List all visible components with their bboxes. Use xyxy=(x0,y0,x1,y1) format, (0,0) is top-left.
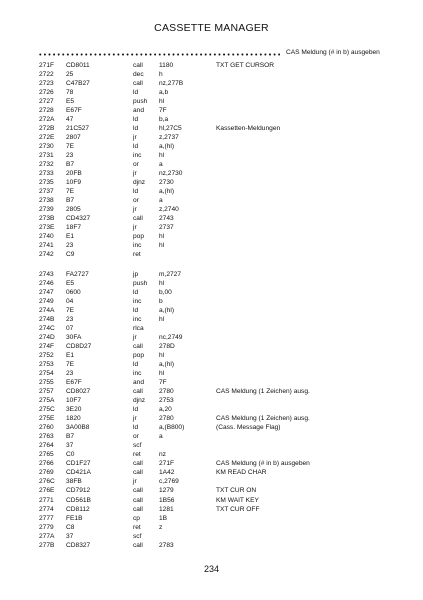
address-cell: 2726 xyxy=(39,89,54,97)
listing-row xyxy=(0,206,423,215)
address-cell: 2777 xyxy=(39,514,54,522)
mnemonic-cell: pop xyxy=(133,352,145,360)
address-cell: 2737 xyxy=(39,188,54,196)
operand-cell: 278D xyxy=(159,343,175,351)
operand-cell: a,(hl) xyxy=(159,143,175,151)
operand-cell: 1B56 xyxy=(159,496,175,504)
operand-cell: c,2769 xyxy=(159,478,179,486)
opcode-hex-cell: 37 xyxy=(66,532,74,540)
mnemonic-cell: or xyxy=(133,161,139,169)
mnemonic-cell: ld xyxy=(133,125,139,133)
address-cell: 2760 xyxy=(39,424,54,432)
mnemonic-cell: call xyxy=(133,460,143,468)
operand-cell: hl xyxy=(159,152,165,160)
mnemonic-cell: djnz xyxy=(133,397,146,405)
opcode-hex-cell: E67F xyxy=(66,379,82,387)
address-cell: 2732 xyxy=(39,161,54,169)
opcode-hex-cell: 25 xyxy=(66,71,74,79)
mnemonic-cell: push xyxy=(133,280,148,288)
comment-cell: CAS Meldung (1 Zeichen) ausg. xyxy=(216,388,310,396)
opcode-hex-cell: 20FB xyxy=(66,170,82,178)
opcode-hex-cell: 10F7 xyxy=(66,397,82,405)
operand-cell: nz xyxy=(159,451,166,459)
operand-cell: 2753 xyxy=(159,397,174,405)
operand-cell: 1279 xyxy=(159,487,174,495)
listing-row xyxy=(0,542,423,551)
opcode-hex-cell: 2807 xyxy=(66,134,81,142)
listing-row xyxy=(0,307,423,316)
address-cell: 2766 xyxy=(39,460,54,468)
address-cell: 271F xyxy=(39,62,55,69)
listing-row xyxy=(0,89,423,98)
listing-row xyxy=(0,379,423,388)
operand-cell: 271F xyxy=(159,460,175,468)
listing-row xyxy=(0,170,423,179)
mnemonic-cell: ret xyxy=(133,251,141,259)
listing-row xyxy=(0,415,423,424)
address-cell: 275A xyxy=(39,397,55,405)
page-number: 234 xyxy=(203,564,220,574)
mnemonic-cell: and xyxy=(133,107,145,115)
mnemonic-cell: call xyxy=(133,505,143,513)
opcode-hex-cell: E1 xyxy=(66,352,75,360)
mnemonic-cell: ld xyxy=(133,188,139,196)
opcode-hex-cell: 21C527 xyxy=(66,125,90,133)
address-cell: 277B xyxy=(39,541,55,549)
listing-row xyxy=(0,280,423,289)
mnemonic-cell: call xyxy=(133,343,143,351)
operand-cell: hl xyxy=(159,280,165,288)
address-cell: 2743 xyxy=(39,271,54,278)
listing-row xyxy=(0,188,423,197)
mnemonic-cell: jr xyxy=(133,170,137,178)
opcode-hex-cell: 23 xyxy=(66,316,74,324)
address-cell: 2747 xyxy=(39,289,54,297)
opcode-hex-cell: 7E xyxy=(66,307,75,315)
listing-row xyxy=(0,197,423,206)
address-cell: 276E xyxy=(39,487,55,495)
comment-cell: KM READ CHAR xyxy=(216,469,267,477)
opcode-hex-cell: CD421A xyxy=(66,469,91,477)
operand-cell: b,00 xyxy=(159,289,172,297)
mnemonic-cell: ld xyxy=(133,406,139,414)
mnemonic-cell: ld xyxy=(133,89,139,97)
mnemonic-cell: call xyxy=(133,215,143,223)
listing-row xyxy=(0,533,423,542)
operand-cell: nz,2730 xyxy=(159,170,183,178)
operand-cell: z,2737 xyxy=(159,134,179,142)
opcode-hex-cell: 2805 xyxy=(66,206,81,214)
mnemonic-cell: call xyxy=(133,487,143,495)
mnemonic-cell: call xyxy=(133,388,143,396)
opcode-hex-cell: C8 xyxy=(66,523,75,531)
opcode-hex-cell: 10F9 xyxy=(66,179,82,187)
listing-row xyxy=(0,497,423,506)
mnemonic-cell: jr xyxy=(133,478,137,486)
address-cell: 275E xyxy=(39,415,55,423)
operand-cell: 1A42 xyxy=(159,469,175,477)
listing-row xyxy=(0,298,423,307)
listing-row xyxy=(0,98,423,107)
operand-cell: z xyxy=(159,523,163,531)
listing-row xyxy=(0,143,423,152)
operand-cell: a,(hl) xyxy=(159,188,175,196)
address-cell: 274D xyxy=(39,334,55,342)
listing-row xyxy=(0,515,423,524)
listing-row xyxy=(0,388,423,397)
listing-row xyxy=(0,179,423,188)
mnemonic-cell: rlca xyxy=(133,325,144,333)
operand-cell: hl,27C5 xyxy=(159,125,182,133)
opcode-hex-cell: 7E xyxy=(66,143,75,151)
address-cell: 273E xyxy=(39,224,55,232)
opcode-hex-cell: C9 xyxy=(66,251,75,259)
operand-cell: a,20 xyxy=(159,406,172,414)
mnemonic-cell: cp xyxy=(133,514,140,522)
operand-cell: hl xyxy=(159,316,165,324)
address-cell: 2763 xyxy=(39,433,54,441)
listing-row xyxy=(0,80,423,89)
listing-row xyxy=(0,406,423,415)
opcode-hex-cell: 23 xyxy=(66,370,74,378)
opcode-hex-cell: E67F xyxy=(66,107,82,115)
opcode-hex-cell: CD1F27 xyxy=(66,460,91,468)
operand-cell: hl xyxy=(159,370,165,378)
comment-cell: TXT GET CURSOR xyxy=(216,62,275,69)
mnemonic-cell: inc xyxy=(133,242,142,250)
mnemonic-cell: scf xyxy=(133,442,142,450)
comment-cell: Kassetten-Meldungen xyxy=(216,125,281,133)
mnemonic-cell: inc xyxy=(133,298,142,306)
opcode-hex-cell: 04 xyxy=(66,298,74,306)
opcode-hex-cell: C47B27 xyxy=(66,80,90,88)
opcode-hex-cell: 3A00B8 xyxy=(66,424,90,432)
listing-row xyxy=(0,506,423,515)
page-title: CASSETTE MANAGER xyxy=(154,22,269,34)
listing-row xyxy=(0,442,423,451)
address-cell: 2765 xyxy=(39,451,54,459)
opcode-hex-cell: CD8112 xyxy=(66,505,90,513)
address-cell: 2746 xyxy=(39,280,54,288)
listing-row xyxy=(0,424,423,433)
opcode-hex-cell: E5 xyxy=(66,280,75,288)
operand-cell: 2780 xyxy=(159,388,174,396)
address-cell: 272A xyxy=(39,116,55,124)
opcode-hex-cell: 07 xyxy=(66,325,74,333)
listing-row xyxy=(0,62,423,71)
address-cell: 2755 xyxy=(39,379,54,387)
operand-cell: 7F xyxy=(159,379,167,387)
address-cell: 274F xyxy=(39,343,55,351)
listing-row xyxy=(0,343,423,352)
opcode-hex-cell: FA2727 xyxy=(66,271,89,278)
address-cell: 272B xyxy=(39,125,55,133)
address-cell: 2757 xyxy=(39,388,54,396)
operand-cell: a xyxy=(159,433,163,441)
comment-cell: CAS Meldung (# in b) ausgeben xyxy=(216,460,310,468)
address-cell: 2739 xyxy=(39,206,54,214)
opcode-hex-cell: 78 xyxy=(66,89,74,97)
comment-cell: TXT CUR OFF xyxy=(216,505,260,513)
listing-row xyxy=(0,71,423,80)
listing-row xyxy=(0,478,423,487)
opcode-hex-cell: 47 xyxy=(66,116,74,124)
opcode-hex-cell: CD8327 xyxy=(66,541,91,549)
mnemonic-cell: ret xyxy=(133,523,141,531)
address-cell: 2722 xyxy=(39,71,54,79)
opcode-hex-cell: 7E xyxy=(66,361,75,369)
operand-cell: nz,277B xyxy=(159,80,184,88)
address-cell: 2771 xyxy=(39,496,54,504)
operand-cell: h xyxy=(159,71,163,79)
operand-cell: a,(hl) xyxy=(159,361,175,369)
operand-cell: b,a xyxy=(159,116,169,124)
mnemonic-cell: pop xyxy=(133,233,145,241)
opcode-hex-cell: 3E20 xyxy=(66,406,82,414)
listing-row xyxy=(0,233,423,242)
operand-cell: 1180 xyxy=(159,62,174,69)
operand-cell: nc,2749 xyxy=(159,334,183,342)
opcode-hex-cell: 1820 xyxy=(66,415,81,423)
comment-cell: KM WAIT KEY xyxy=(216,496,259,504)
listing-row xyxy=(0,316,423,325)
listing-row xyxy=(0,224,423,233)
listing-row xyxy=(0,451,423,460)
comment-cell: CAS Meldung (1 Zeichen) ausg. xyxy=(216,415,310,423)
address-cell: 2723 xyxy=(39,80,54,88)
listing-row xyxy=(0,271,423,280)
opcode-hex-cell: CD7912 xyxy=(66,487,91,495)
address-cell: 2754 xyxy=(39,370,54,378)
listing-row xyxy=(0,325,423,334)
operand-cell: 1281 xyxy=(159,505,174,513)
opcode-hex-cell: 7E xyxy=(66,188,75,196)
opcode-hex-cell: 18F7 xyxy=(66,224,82,232)
mnemonic-cell: jr xyxy=(133,415,137,423)
opcode-hex-cell: CD8011 xyxy=(66,62,90,69)
listing-row xyxy=(0,487,423,496)
address-cell: 274B xyxy=(39,316,55,324)
mnemonic-cell: call xyxy=(133,80,143,88)
address-cell: 2749 xyxy=(39,298,54,306)
operand-cell: hl xyxy=(159,242,165,250)
mnemonic-cell: ld xyxy=(133,116,139,124)
listing-row xyxy=(0,361,423,370)
listing-row xyxy=(0,397,423,406)
mnemonic-cell: jr xyxy=(133,206,137,214)
mnemonic-cell: inc xyxy=(133,152,142,160)
address-cell: 274A xyxy=(39,307,55,315)
operand-cell: hl xyxy=(159,352,165,360)
address-cell: 2753 xyxy=(39,361,54,369)
address-cell: 273B xyxy=(39,215,55,223)
address-cell: 2752 xyxy=(39,352,54,360)
listing-row xyxy=(0,161,423,170)
mnemonic-cell: ld xyxy=(133,424,139,432)
opcode-hex-cell: CD561B xyxy=(66,496,91,504)
address-cell: 2733 xyxy=(39,170,54,178)
opcode-hex-cell: 23 xyxy=(66,152,74,160)
opcode-hex-cell: B7 xyxy=(66,161,75,169)
operand-cell: b xyxy=(159,298,163,306)
opcode-hex-cell: C0 xyxy=(66,451,75,459)
mnemonic-cell: ld xyxy=(133,143,139,151)
opcode-hex-cell: 0600 xyxy=(66,289,81,297)
address-cell: 2727 xyxy=(39,98,54,106)
opcode-hex-cell: CD8D27 xyxy=(66,343,92,351)
mnemonic-cell: call xyxy=(133,541,143,549)
operand-cell: a,b xyxy=(159,89,169,97)
operand-cell: 7F xyxy=(159,107,167,115)
opcode-hex-cell: B7 xyxy=(66,433,75,441)
listing-row xyxy=(0,116,423,125)
listing-row xyxy=(0,524,423,533)
listing-row xyxy=(0,152,423,161)
operand-cell: a xyxy=(159,161,163,169)
opcode-hex-cell: FE1B xyxy=(66,514,83,522)
operand-cell: m,2727 xyxy=(159,271,181,278)
routine-header-note: CAS Meldung (# in b) ausgeben xyxy=(286,49,380,56)
mnemonic-cell: or xyxy=(133,197,139,205)
opcode-hex-cell: CD4327 xyxy=(66,215,91,223)
address-cell: 274C xyxy=(39,325,55,333)
address-cell: 2731 xyxy=(39,152,54,160)
address-cell: 2764 xyxy=(39,442,54,450)
address-cell: 276C xyxy=(39,478,55,486)
listing-row xyxy=(0,215,423,224)
operand-cell: a,(B800) xyxy=(159,424,185,432)
mnemonic-cell: call xyxy=(133,496,143,504)
address-cell: 2742 xyxy=(39,251,54,259)
mnemonic-cell: dec xyxy=(133,71,144,79)
address-cell: 2740 xyxy=(39,233,54,241)
operand-cell: hl xyxy=(159,233,165,241)
mnemonic-cell: ld xyxy=(133,307,139,315)
opcode-hex-cell: 23 xyxy=(66,242,74,250)
operand-cell: 2730 xyxy=(159,179,174,187)
listing-row xyxy=(0,107,423,116)
address-cell: 2779 xyxy=(39,523,54,531)
listing-row xyxy=(0,242,423,251)
address-cell: 272E xyxy=(39,134,55,142)
opcode-hex-cell: E1 xyxy=(66,233,75,241)
mnemonic-cell: inc xyxy=(133,370,142,378)
listing-row xyxy=(0,469,423,478)
opcode-hex-cell: 38FB xyxy=(66,478,82,486)
mnemonic-cell: ld xyxy=(133,289,139,297)
operand-cell: a xyxy=(159,197,163,205)
operand-cell: z,2740 xyxy=(159,206,179,214)
address-cell: 275C xyxy=(39,406,55,414)
operand-cell: a,(hl) xyxy=(159,307,175,315)
mnemonic-cell: call xyxy=(133,469,143,477)
opcode-hex-cell: 37 xyxy=(66,442,74,450)
operand-cell: 1B xyxy=(159,514,168,522)
operand-cell: 2737 xyxy=(159,224,174,232)
mnemonic-cell: call xyxy=(133,62,143,69)
opcode-hex-cell: E5 xyxy=(66,98,75,106)
address-cell: 2738 xyxy=(39,197,54,205)
opcode-hex-cell: B7 xyxy=(66,197,75,205)
comment-cell: (Cass. Message Flag) xyxy=(216,424,281,432)
listing-row xyxy=(0,433,423,442)
listing-row xyxy=(0,460,423,469)
address-cell: 2741 xyxy=(39,242,54,250)
listing-row xyxy=(0,334,423,343)
operand-cell: 2780 xyxy=(159,415,174,423)
address-cell: 2728 xyxy=(39,107,54,115)
address-cell: 2730 xyxy=(39,143,54,151)
mnemonic-cell: jr xyxy=(133,134,137,142)
comment-cell: TXT CUR ON xyxy=(216,487,257,495)
mnemonic-cell: and xyxy=(133,379,145,387)
mnemonic-cell: ld xyxy=(133,361,139,369)
mnemonic-cell: djnz xyxy=(133,179,146,187)
listing-row xyxy=(0,370,423,379)
mnemonic-cell: push xyxy=(133,98,148,106)
mnemonic-cell: inc xyxy=(133,316,142,324)
mnemonic-cell: jr xyxy=(133,224,137,232)
operand-cell: 2783 xyxy=(159,541,174,549)
address-cell: 277A xyxy=(39,532,55,540)
listing-row xyxy=(0,251,423,260)
opcode-hex-cell: CD8027 xyxy=(66,388,91,396)
listing-row xyxy=(0,289,423,298)
address-cell: 2769 xyxy=(39,469,54,477)
opcode-hex-cell: 30FA xyxy=(66,334,82,342)
mnemonic-cell: scf xyxy=(133,532,142,540)
listing-row xyxy=(0,125,423,134)
mnemonic-cell: or xyxy=(133,433,139,441)
listing-row xyxy=(0,352,423,361)
listing-row xyxy=(0,134,423,143)
mnemonic-cell: ret xyxy=(133,451,141,459)
operand-cell: hl xyxy=(159,98,165,106)
operand-cell: 2743 xyxy=(159,215,174,223)
mnemonic-cell: jr xyxy=(133,334,137,342)
address-cell: 2774 xyxy=(39,505,54,513)
mnemonic-cell: jp xyxy=(133,271,139,278)
address-cell: 2735 xyxy=(39,179,54,187)
